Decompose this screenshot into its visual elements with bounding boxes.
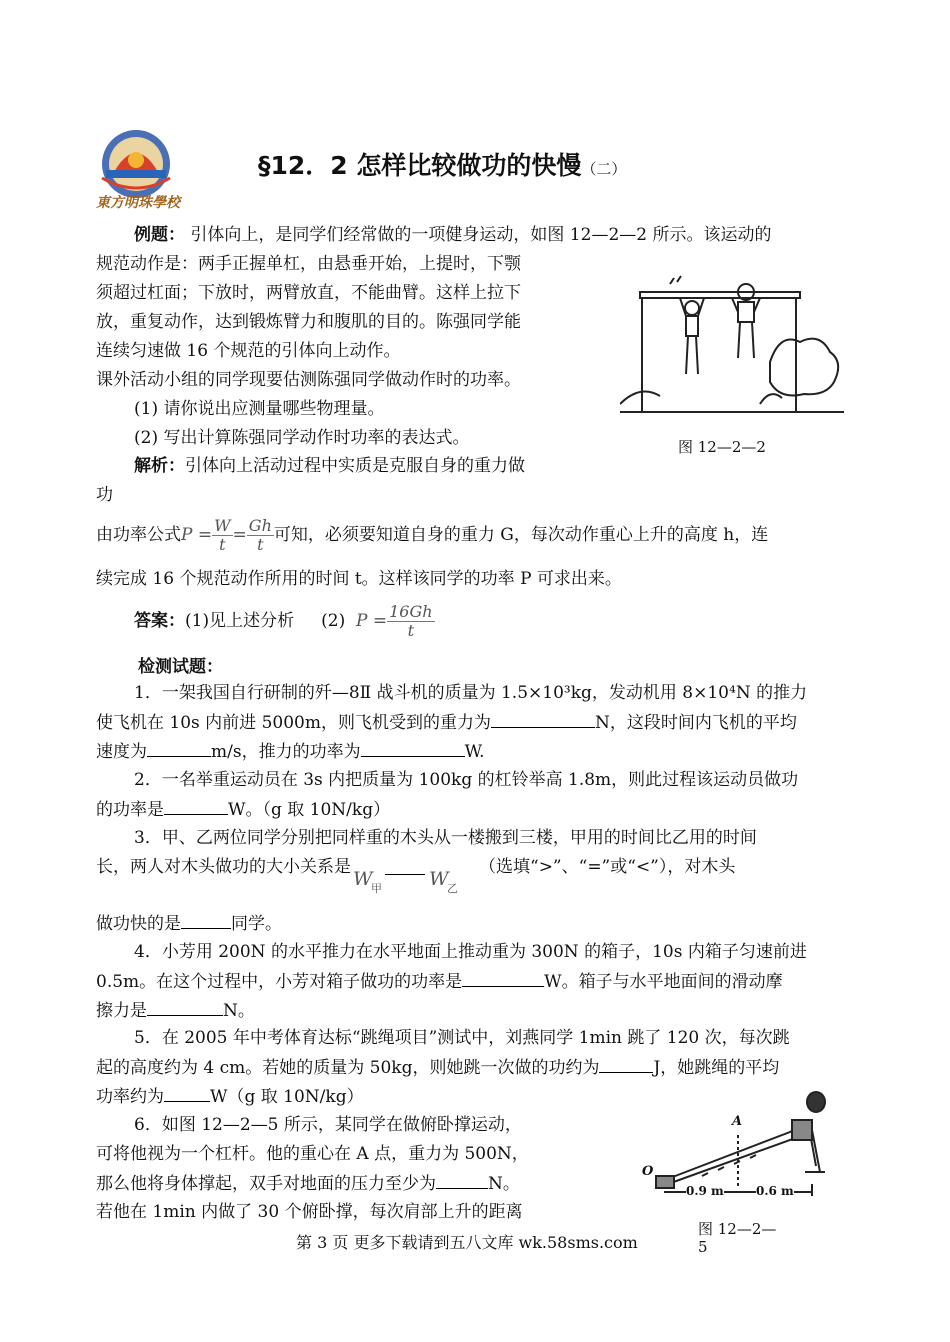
answer-label: 答案： [134,611,185,631]
answer-blank[interactable] [361,738,465,757]
example-line-4: 放，重复动作，达到锻炼臂力和腹肌的目的。陈强同学能 [96,312,521,332]
q3-line-3: 做功快的是 同学。 [96,910,858,937]
figure-pull-up [620,272,844,422]
q4-line-2: 0.5m。在这个过程中，小芳对箱子做功的功率是 W。箱子与水平地面间的滑动摩 [96,968,858,995]
point-o-label: O [642,1164,654,1179]
example-line-2: 规范动作是：两手正握单杠，由悬垂开始，上提时，下颚 [96,254,521,274]
page-title [258,146,626,182]
q3-line-1: 3．甲、乙两位同学分别把同样重的木头从一楼搬到三楼，甲用的时间比乙用的时间 [134,828,757,848]
page-footer: 第 3 页 更多下载请到五八文库 wk.58sms.com [296,1233,638,1252]
fraction-w-over-t: $\frac{W}{t}$ [214,516,231,554]
q4-line-3: 擦力是 N。 [96,997,858,1024]
analysis-label: 解析： [134,456,185,476]
question-2: (2) 写出计算陈强同学动作时功率的表达式。 [134,428,470,448]
distance-0-6m: 0.6 m [756,1184,794,1198]
q4-line-1: 4．小芳用 200N 的水平推力在水平地面上推动重为 300N 的箱子，10s 内箱子匀速前进 [134,942,807,962]
q3-line-2: 长，两人对木头做功的大小关系是 W 甲 W 乙 （选填“>”、“=”或“<”），对木头 [96,854,858,880]
answer-blank[interactable] [147,738,211,757]
answer-blank[interactable] [181,910,231,929]
fraction-gh-over-t: $\frac{Gh}{t}$ [248,516,272,554]
answer-blank[interactable] [436,1170,488,1189]
figure-caption-push-up: 图 12—2— 5 [698,1220,777,1256]
answer-blank[interactable] [147,997,223,1016]
answer-blank[interactable] [462,968,544,987]
example-label: 例题： [134,225,185,245]
q6-line-2: 可将他视为一个杠杆。他的重心在 A 点，重力为 500N， [96,1144,529,1164]
example-line-3: 须超过杠面；下放时，两臂放直，不能曲臂。这样上拉下 [96,283,521,303]
logo-text: 東方明珠學校 [96,195,180,211]
title-suffix: （二） [581,160,627,178]
q1-line-1: 1．一架我国自行研制的歼—8Ⅱ 战斗机的质量为 1.5×10³kg，发动机用 8×10⁴N 的推力 [134,683,808,703]
answer-blank[interactable] [491,709,595,728]
analysis-formula-line: 由功率公式P = $\frac{W}{t}$ = $\frac{Gh}{t}$ 可知，必须要知道自身的重力 G，每次动作重心上升的高度 h，连 [96,516,769,554]
example-line-1: 例题： 引体向上，是同学们经常做的一项健身运动，如图 12—2—2 所示。该运动的 [134,225,772,245]
answer-line: 答案：(1)见上述分析 (2) P = $\frac{16Gh}{t}$ [134,602,433,640]
school-logo [92,128,184,216]
distance-0-9m: 0.9 m [686,1184,724,1198]
analysis-line-4: 续完成 16 个规范动作所用的时间 t。这样该同学的功率 P 可求出来。 [96,569,622,589]
question-1: (1) 请你说出应测量哪些物理量。 [134,399,385,419]
tests-heading: 检测试题： [138,657,223,677]
q2-line-2: 的功率是 W。（g 取 10N/kg） [96,796,858,823]
analysis-line-1: 解析：引体向上活动过程中实质是克服自身的重力做 [134,456,525,476]
figure-caption-pull-up: 图 12—2—2 [678,438,766,456]
q5-line-2: 起的高度约为 4 cm。若她的质量为 50kg，则她跳一次做的功约为 J，她跳绳的平均 [96,1054,858,1081]
title-main: §12．2 怎样比较做功的快慢 [258,151,582,180]
answer-blank[interactable] [599,1054,653,1073]
answer-blank[interactable] [164,796,228,815]
q1-line-3: 速度为 m/s，推力的功率为 W. [96,738,858,765]
answer-blank[interactable] [164,1083,210,1102]
point-a-label: A [732,1114,743,1129]
work-comparison: W 甲 W 乙 [351,854,479,880]
q6-line-4: 若他在 1min 内做了 30 个俯卧撑，每次肩部上升的距离 [96,1202,523,1222]
answer-blank[interactable] [385,858,425,875]
q1-line-2: 使飞机在 10s 内前进 5000m，则飞机受到的重力为 N，这段时间内飞机的平均 [96,709,858,736]
q2-line-1: 2．一名举重运动员在 3s 内把质量为 100kg 的杠铃举高 1.8m，则此过程该运动员做功 [134,770,799,790]
example-line-6: 课外活动小组的同学现要估测陈强同学做动作时的功率。 [96,370,521,390]
example-line-5: 连续匀速做 16 个规范的引体向上动作。 [96,341,401,361]
figure-push-up [640,1080,840,1200]
fraction-16gh-over-t: $\frac{16Gh}{t}$ [389,602,433,640]
analysis-line-2: 功 [96,485,113,505]
q6-line-3: 那么他将身体撑起，双手对地面的压力至少为 N。 [96,1170,858,1197]
q6-line-1: 6．如图 12—2—5 所示，某同学在做俯卧撑运动， [134,1115,522,1135]
q5-line-1: 5．在 2005 年中考体育达标“跳绳项目”测试中，刘燕同学 1min 跳了 120 次，每次跳 [134,1028,790,1048]
q5-line-3: 功率约为 W（g 取 10N/kg） [96,1083,858,1110]
